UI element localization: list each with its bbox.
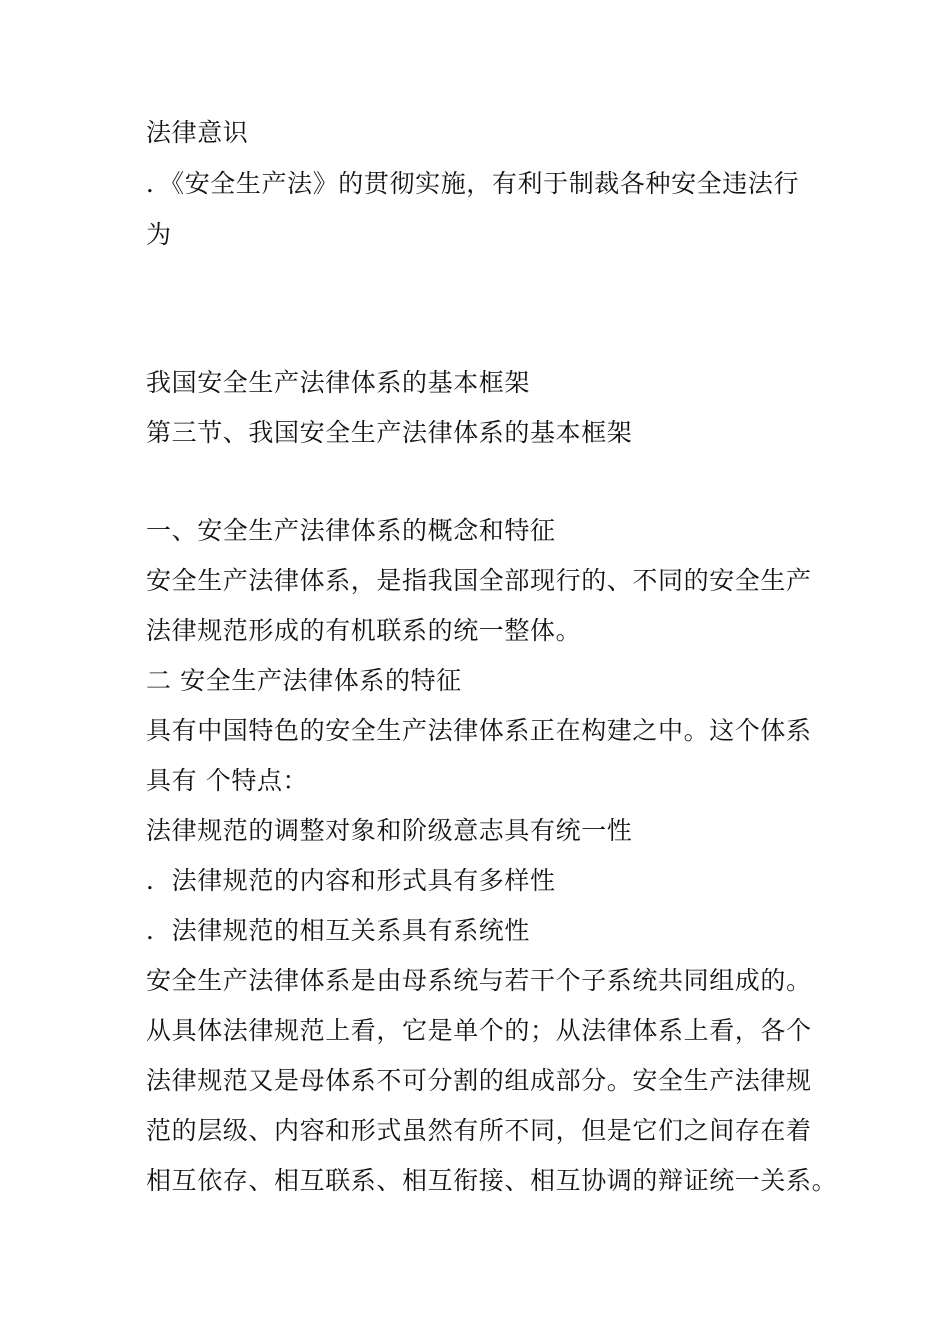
text-line: 法律规范又是母体系不可分割的组成部分。安全生产法律规 (146, 1066, 812, 1095)
text-line: 安全生产法律体系，是指我国全部现行的、不同的安全生产 (146, 566, 812, 595)
text-line: 安全生产法律体系是由母系统与若干个子系统共同组成的。 (146, 966, 812, 995)
text-line: 为 (146, 220, 172, 249)
text-line: 具有中国特色的安全生产法律体系正在构建之中。这个体系 (146, 716, 812, 745)
section-heading: 我国安全生产法律体系的基本框架 (146, 368, 531, 397)
list-item: 法律规范的调整对象和阶级意志具有统一性 (146, 816, 633, 845)
text-line: 具有 个特点： (146, 766, 309, 795)
text-line: ．《安全生产法》的贯彻实施，有利于制裁各种安全违法行 (146, 169, 800, 198)
list-item: ．法律规范的相互关系具有系统性 (146, 916, 531, 945)
list-item: ．法律规范的内容和形式具有多样性 (146, 866, 556, 895)
subsection-heading: 二 安全生产法律体系的特征 (146, 666, 462, 695)
text-line: 范的层级、内容和形式虽然有所不同，但是它们之间存在着 (146, 1116, 812, 1145)
text-line: 法律规范形成的有机联系的统一整体。 (146, 616, 582, 645)
text-line: 法律意识 (146, 118, 249, 147)
section-heading: 第三节、我国安全生产法律体系的基本框架 (146, 418, 633, 447)
subsection-heading: 一、安全生产法律体系的概念和特征 (146, 516, 556, 545)
text-line: 相互依存、相互联系、相互衔接、相互协调的辩证统一关系。 (146, 1166, 838, 1195)
text-line: 从具体法律规范上看，它是单个的；从法律体系上看，各个 (146, 1016, 812, 1045)
